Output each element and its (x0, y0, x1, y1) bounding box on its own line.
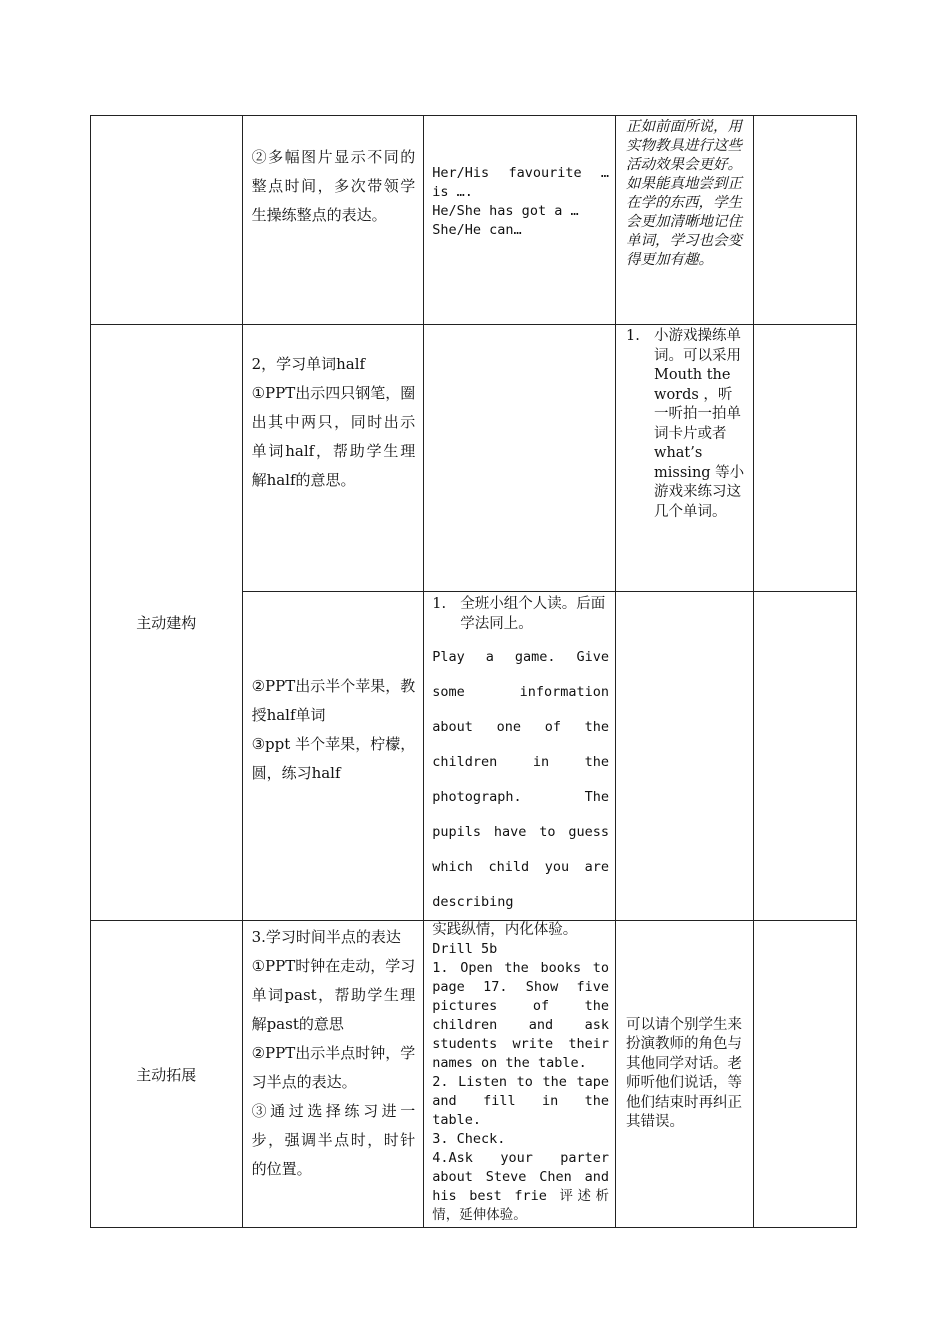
stage-cell (91, 116, 243, 325)
practice-line: 3. Check. (432, 1131, 506, 1147)
list-number: 1. (626, 328, 640, 344)
stage-label: 主动建构 (91, 325, 243, 921)
practice-line: 2. Listen to the tape and fill in the table. (432, 1074, 610, 1128)
empty-cell (753, 921, 856, 1228)
activity-cell (242, 116, 424, 325)
practice-line: 实践纵情，内化体验。 (432, 922, 578, 938)
activity-line: 2，学习单词half (251, 355, 366, 373)
practice-text: Play a game. Give some information about one of the children in the photograph. The pupils have to guess which child you are describing (432, 649, 610, 910)
activity-line: ①PPT时钟在走动，学习单词past，帮助学生理解past的意思 (251, 957, 416, 1033)
table-row (91, 325, 857, 592)
note-text: 正如前面所说，用实物教具进行这些活动效果会更好。如果能真地尝到正在学的东西，学生会更加清晰地记住单词，学习也会变得更加有趣。 (626, 119, 743, 268)
activity-line: ③通过选择练习进一步，强调半点时，时针的位置。 (251, 1102, 416, 1178)
table-row (91, 921, 857, 1228)
note-cell (616, 592, 754, 921)
practice-cell (424, 325, 616, 592)
practice-cell (424, 116, 616, 325)
activity-text: ②多幅图片显示不同的整点时间，多次带领学生操练整点的表达。 (251, 148, 416, 224)
practice-line: Drill 5b (432, 941, 498, 957)
practice-line: He/She has got a … (432, 203, 579, 219)
practice-cell (424, 592, 616, 921)
empty-cell (753, 116, 856, 325)
activity-line: ②PPT出示半个苹果，教授half单词 (251, 677, 416, 724)
activity-line: ③ppt 半个苹果，柠檬，圆，练习half (251, 735, 416, 782)
note-text: 可以请个别学生来扮演教师的角色与其他同学对话。老师听他们说话，等他们结束时再纠正其错误。 (626, 1016, 743, 1130)
activity-cell (242, 325, 424, 592)
practice-cell (424, 921, 616, 1228)
activity-cell (242, 592, 424, 921)
note-text: 小游戏操练单词。可以采用 Mouth the words ，听一听拍一拍单词卡片或者 what’s missing 等小游戏来练习这几个单词。 (654, 328, 745, 520)
note-cell (616, 116, 754, 325)
stage-label: 主动拓展 (91, 921, 243, 1228)
practice-line: 1. Open the books to page 17. Show five pictures of the children and ask students write their names on the table. (432, 960, 610, 1071)
activity-line: 3.学习时间半点的表达 (251, 928, 401, 946)
activity-line: ②PPT出示半点时钟，学习半点的表达。 (251, 1044, 416, 1091)
empty-cell (753, 592, 856, 921)
lesson-plan-table (90, 115, 857, 1228)
activity-cell (242, 921, 424, 1228)
table-row (91, 116, 857, 325)
activity-line: ①PPT出示四只钢笔，圈出其中两只，同时出示单词half，帮助学生理解half的意思。 (251, 384, 416, 489)
list-number: 1. (432, 596, 447, 612)
practice-line: Her/His favourite … is …. (432, 165, 610, 200)
note-cell (616, 325, 754, 592)
practice-line: 4.Ask your parter about Steve Chen and his best frie 评述析情，延伸体验。 (432, 1150, 610, 1223)
practice-heading: 全班小组个人读。后面学法同上。 (460, 596, 606, 632)
note-cell (616, 921, 754, 1228)
practice-line: She/He can… (432, 222, 522, 238)
empty-cell (753, 325, 856, 592)
